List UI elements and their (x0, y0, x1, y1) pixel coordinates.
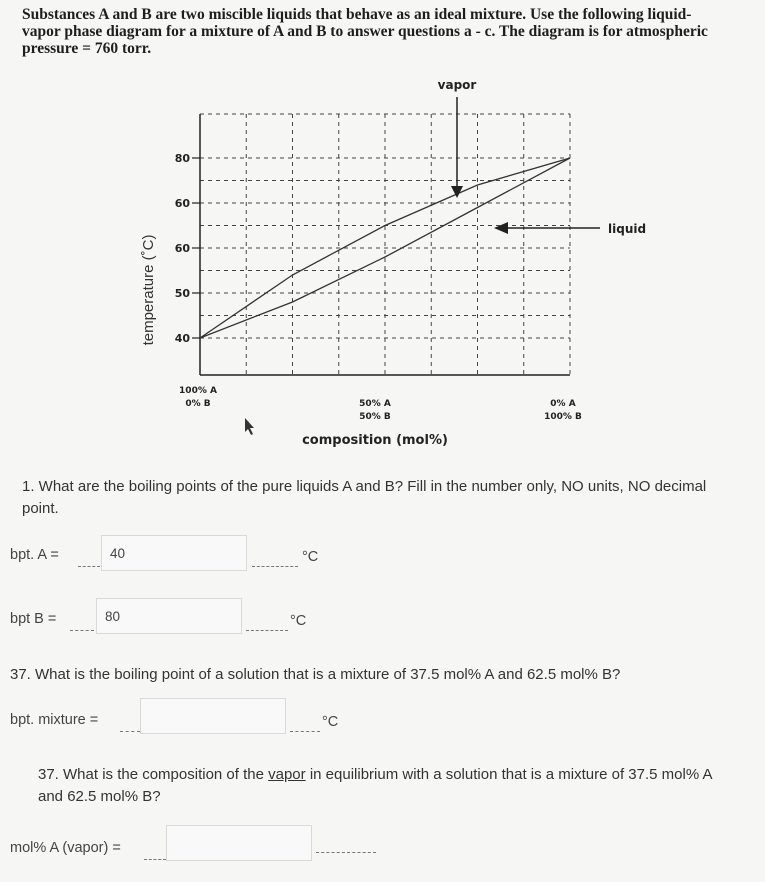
mol-percent-dash-left (144, 859, 166, 860)
x-tick-label: 100% B (544, 412, 582, 422)
x-axis-label: composition (mol%) (302, 433, 448, 448)
q37b-text-vapor: vapor (268, 766, 306, 783)
y-tick-label: 40 (174, 332, 190, 345)
bpt-b-dash-right (246, 630, 288, 631)
bpt-a-input[interactable] (101, 535, 247, 571)
x-tick-label: 0% B (185, 399, 211, 409)
phase-diagram (0, 70, 765, 450)
bpt-a-dash-left (78, 566, 100, 567)
bpt-mixture-input[interactable] (140, 698, 286, 734)
bpt-mixture-dash-right (290, 731, 320, 732)
bpt-b-unit: °C (290, 613, 307, 629)
x-tick-label: 100% A (179, 386, 217, 396)
y-tick-label: 80 (174, 152, 190, 165)
y-axis-label: temperature (˚C) (140, 234, 157, 346)
y-tick-label: 60 (174, 242, 190, 255)
bpt-mixture-label: bpt. mixture = (10, 712, 99, 728)
x-tick-label: 50% B (359, 412, 391, 422)
bpt-a-unit: °C (302, 549, 319, 565)
bpt-b-input[interactable] (96, 598, 242, 634)
liquid-arrow-head (494, 222, 508, 234)
bpt-b-dash-left (70, 630, 94, 631)
intro-line-3: pressure = 760 torr. (22, 40, 152, 57)
mol-percent-dash-right (316, 852, 376, 853)
liquid-label: liquid (608, 222, 647, 236)
diagram-curves (200, 97, 600, 338)
diagram-grid (200, 114, 570, 375)
vapor-label: vapor (437, 78, 477, 92)
mol-percent-vapor-label: mol% A (vapor) = (10, 840, 121, 856)
cursor-arrow-icon (245, 418, 254, 435)
x-tick-label: 0% A (550, 399, 576, 409)
q37b-text-pre: 37. What is the composition of the (38, 766, 269, 783)
question-37b-text (38, 764, 738, 808)
question-intro (22, 6, 752, 57)
question-1-text: 1. What are the boiling points of the pure liquids A and B? Fill in the number only, NO units, NO decimal point. (22, 478, 707, 517)
x-tick-label: 50% A (359, 399, 391, 409)
bpt-b-label: bpt B = (10, 611, 57, 627)
mol-percent-vapor-input[interactable] (166, 825, 312, 861)
y-tick-label: 60 (174, 197, 190, 210)
y-tick-labels (175, 152, 200, 345)
bpt-mixture-unit: °C (322, 714, 339, 730)
y-tick-label: 50 (174, 287, 190, 300)
bpt-a-dash-right (252, 566, 298, 567)
q37b-text-post: in equilibrium with a solution that is a mixture of 37.5 mol% A and 62.5 mol% B? (38, 766, 712, 805)
bpt-a-label: bpt. A = (10, 547, 59, 563)
intro-line-1: Substances A and B are two miscible liquids that behave as an ideal mixture. Use the following liquid- (22, 6, 692, 23)
x-tick-labels (179, 386, 582, 422)
question-37a-text: 37. What is the boiling point of a solution that is a mixture of 37.5 mol% A and 62.5 mol% B? (10, 666, 621, 683)
intro-line-2: vapor phase diagram for a mixture of A and B to answer questions a - c. The diagram is for atmospheric (22, 23, 708, 40)
bpt-mixture-dash-left (120, 731, 140, 732)
